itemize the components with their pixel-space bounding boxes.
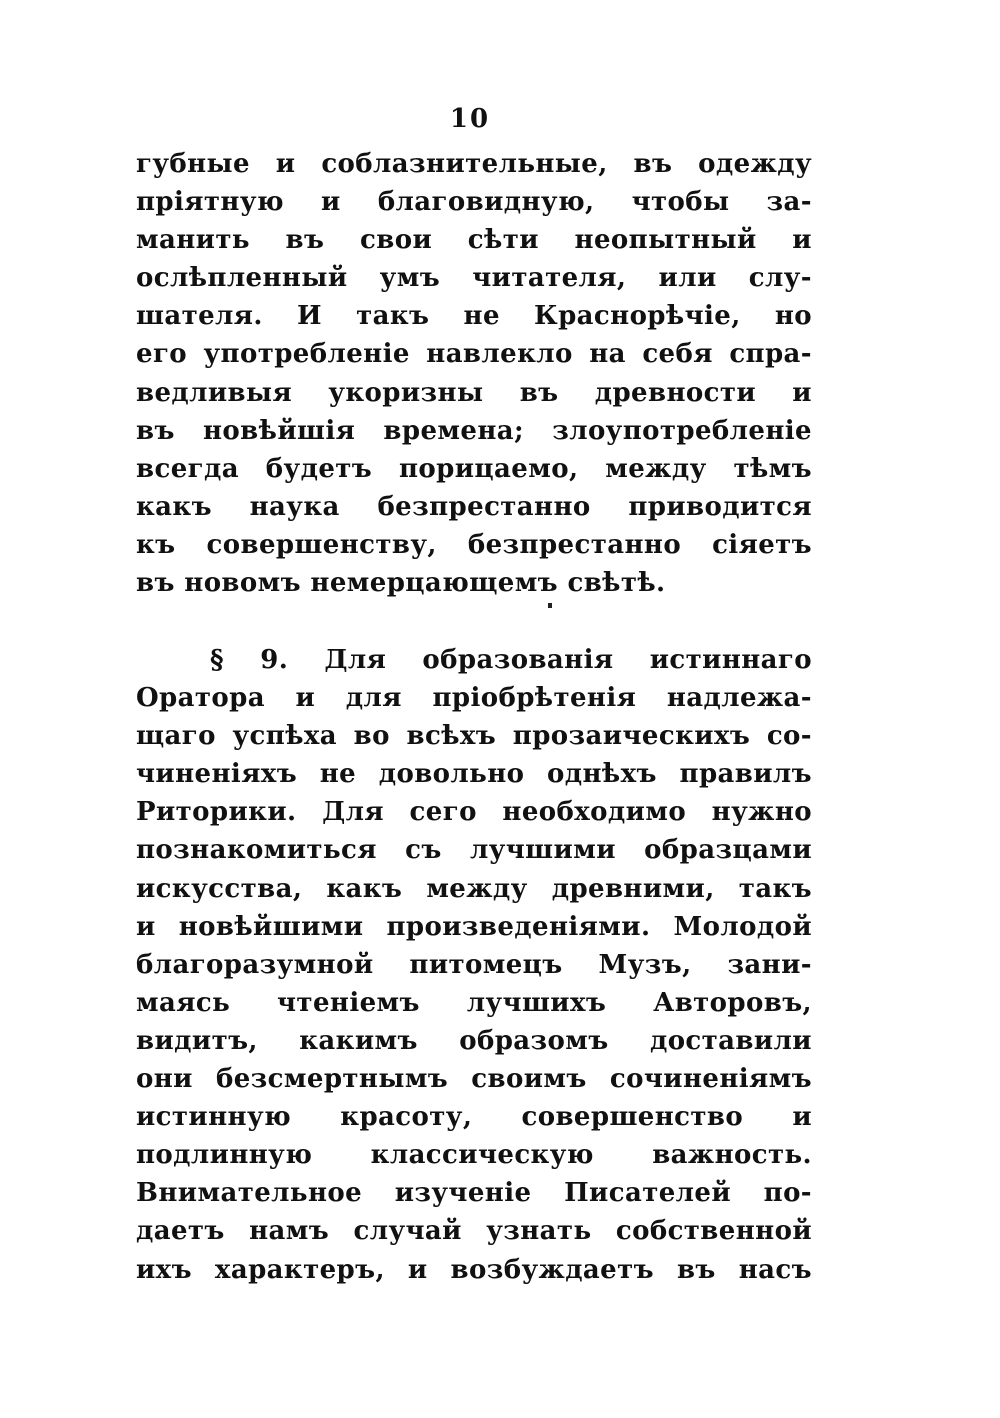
text-line: маясь чтеніемъ лучшихъ Авторовъ, — [136, 987, 812, 1018]
text-line: искусства, какъ между древними, такъ — [136, 873, 812, 904]
text-line: всегда будетъ порицаемо, между тѣмъ — [136, 453, 812, 484]
page-number: 10 — [449, 104, 491, 134]
text-line: ведливыя укоризны въ древности и — [136, 377, 812, 408]
paragraph-1 — [136, 145, 812, 602]
text-line: благоразумной питомецъ Музъ, зани- — [136, 949, 812, 980]
text-line: они безсмертнымъ своимъ сочиненіямъ — [136, 1064, 812, 1095]
text-line: къ совершенству, безпрестанно сіяетъ — [136, 529, 812, 560]
text-line: Внимательное изученіе Писателей по- — [136, 1178, 812, 1209]
section-heading-line: § 9. Для образованія истиннаго — [210, 645, 812, 675]
text-line: истинную красоту, совершенство и — [136, 1102, 812, 1133]
text-line: даетъ намъ случай узнать собственной — [136, 1216, 812, 1247]
text-line: губные и соблазнительные, въ одежду — [136, 149, 812, 179]
text-line: и новѣйшими произведеніями. Молодой — [136, 911, 812, 942]
text-line: шателя. И такъ не Краснорѣчіе, но — [136, 301, 812, 332]
text-line: его употребленіе навлекло на себя спра- — [136, 339, 812, 370]
text-line: познакомиться съ лучшими образцами — [136, 835, 812, 866]
text-line: какъ наука безпрестанно приводится — [136, 491, 812, 522]
print-speck — [548, 603, 552, 608]
text-line: видитъ, какимъ образомъ доставили — [136, 1025, 812, 1056]
text-line: въ новомъ немерцающемъ свѣтѣ. — [136, 568, 666, 599]
text-line: манить въ свои сѣти неопытный и — [136, 225, 812, 256]
text-line: чиненіяхъ не довольно однѣхъ правилъ — [136, 759, 812, 790]
text-line: щаго успѣха во всѣхъ прозаическихъ со- — [136, 721, 812, 752]
text-line: подлинную классическую важность. — [136, 1140, 812, 1171]
text-line: ихъ характеръ, и возбуждаетъ въ насъ — [136, 1254, 812, 1285]
text-line: Риторики. Для сего необходимо нужно — [136, 797, 812, 828]
paragraph-2 — [136, 641, 812, 1289]
text-line: пріятную и благовидную, чтобы за- — [136, 187, 812, 218]
text-line: ослѣпленный умъ читателя, или слу- — [136, 263, 812, 294]
text-line: Оратора и для пріобрѣтенія надлежа- — [136, 683, 812, 714]
text-line: въ новѣйшія времена; злоупотребленіе — [136, 415, 812, 446]
